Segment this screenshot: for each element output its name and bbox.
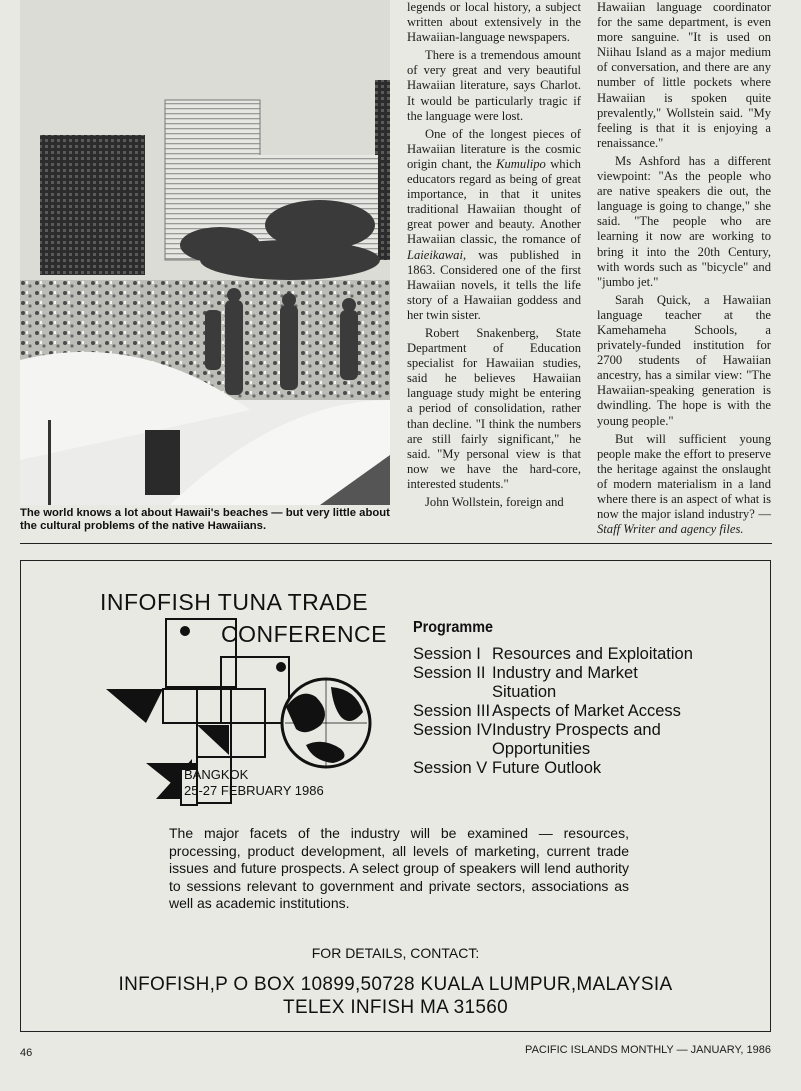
session-name: Industry and Market Situation	[492, 664, 638, 701]
paragraph: John Wollstein, foreign and	[425, 495, 564, 509]
italic-title: Kumulipo	[496, 156, 546, 171]
session-number: Session III	[413, 702, 491, 720]
address-line: INFOFISH,P O BOX 10899,50728 KUALA LUMPUR,MALAYSIA	[118, 974, 673, 995]
beach-photo	[20, 0, 390, 505]
paragraph: Hawaiian language coordinator for the same department, is even more sanguine. "It is used on Niihau Island as a major medium of conversation, and there are any number of little pockets where Hawaiian is spoken quite prevalently," Wollstein said. "My feeling is that it is enjoying a renaissance."	[597, 0, 771, 150]
text-span: But will sufficient young people make the effort to preserve the heritage against the onslaught of modern materialism in a land where there is an aspect of what is now the major island industry? —	[597, 431, 771, 522]
contact-label: FOR DETAILS, CONTACT:	[311, 945, 480, 961]
session-name: Aspects of Market Access	[492, 702, 681, 720]
session-row	[413, 645, 702, 664]
session-row	[413, 721, 702, 759]
paragraph	[597, 432, 771, 538]
article-column-1	[407, 0, 581, 513]
publication-footer: PACIFIC ISLANDS MONTHLY — JANUARY, 1986	[525, 1044, 771, 1056]
page-number: 46	[20, 1047, 33, 1059]
infofish-advertisement	[20, 560, 771, 1032]
session-row	[413, 759, 702, 778]
session-name: Resources and Exploitation	[492, 645, 693, 663]
ad-conference-word: CONFERENCE	[221, 621, 388, 647]
paragraph	[407, 127, 581, 323]
session-row	[413, 664, 702, 702]
telex-line: TELEX INFISH MA 31560	[283, 997, 508, 1018]
divider	[20, 543, 772, 544]
ad-location: BANGKOK	[184, 767, 249, 782]
paragraph: Ms Ashford has a different viewpoint: "As the people who are native speakers die out, the language is going to change," she said. "The people who are learning it now are working to bring it into the 20th Century, with words such as "bicycle" and "jumbo jet."	[597, 153, 771, 289]
text-span: , was published in 1863. Considered one of the first Hawaiian novels, it tells the life story of a Hawaiian goddess and her twin sister.	[407, 247, 581, 322]
session-number: Session I	[413, 645, 481, 663]
paragraph: Sarah Quick, a Hawaiian language teacher at the Kamehameha Schools, a privately-funded institution for 2700 students of Hawaiian ancestry, has a similar view: "The Hawaiian-speaking generation is dwindling. The hope is with the young people."	[597, 292, 771, 428]
ad-dates: 25-27 FEBRUARY 1986	[184, 783, 324, 798]
article-column-2	[597, 0, 771, 540]
session-number: Session V	[413, 759, 488, 777]
session-name: Future Outlook	[492, 759, 602, 777]
beach-photo-illustration	[20, 0, 390, 505]
ad-description: The major facets of the industry will be examined — resources, processing, product development, all levels of marketing, current trade issues and future prospects. A select group of speakers will lend authority to sessions relevant to government and private sectors, associations as well as academic institutions.	[169, 825, 629, 911]
italic-title: Laieikawai	[407, 247, 463, 262]
session-row	[413, 702, 702, 721]
paragraph: Robert Snakenberg, State Department of Education specialist for Hawaiian studies, said he believes Hawaiian language study might be entering a period of consolidation, rather than decline. "I think the numbers are still fairly significant," he said. "My personal view is that now we have the hard-core, interested students."	[407, 325, 581, 491]
session-name: Industry Prospects and Opportunities	[492, 721, 661, 758]
session-number: Session II	[413, 664, 486, 682]
paragraph: legends or local history, a subject written about extensively in the Hawaiian-language newspapers.	[407, 0, 581, 45]
paragraph: There is a tremendous amount of very great and very beautiful Hawaiian literature, says Charlot. It would be particularly tragic if the language were lost.	[407, 48, 581, 123]
programme-heading: Programme	[413, 619, 494, 636]
photo-caption: The world knows a lot about Hawaii's beaches — but very little about the cultural problems of the native Hawaiians.	[20, 507, 390, 532]
byline: Staff Writer and agency files.	[597, 522, 744, 537]
text-span: which educators regard as being of great importance, in that it unites traditional Hawaiian thought of great power and beauty. Another Hawaiian classic, the romance of	[407, 156, 581, 247]
session-number: Session IV	[413, 721, 492, 739]
contact-address	[21, 973, 770, 1019]
ad-location-dates	[184, 767, 324, 799]
text-span: One of the longest pieces of Hawaiian literature is the cosmic origin chant, the	[407, 126, 581, 171]
session-list	[413, 645, 702, 778]
ad-title: INFOFISH TUNA TRADE	[100, 589, 369, 615]
